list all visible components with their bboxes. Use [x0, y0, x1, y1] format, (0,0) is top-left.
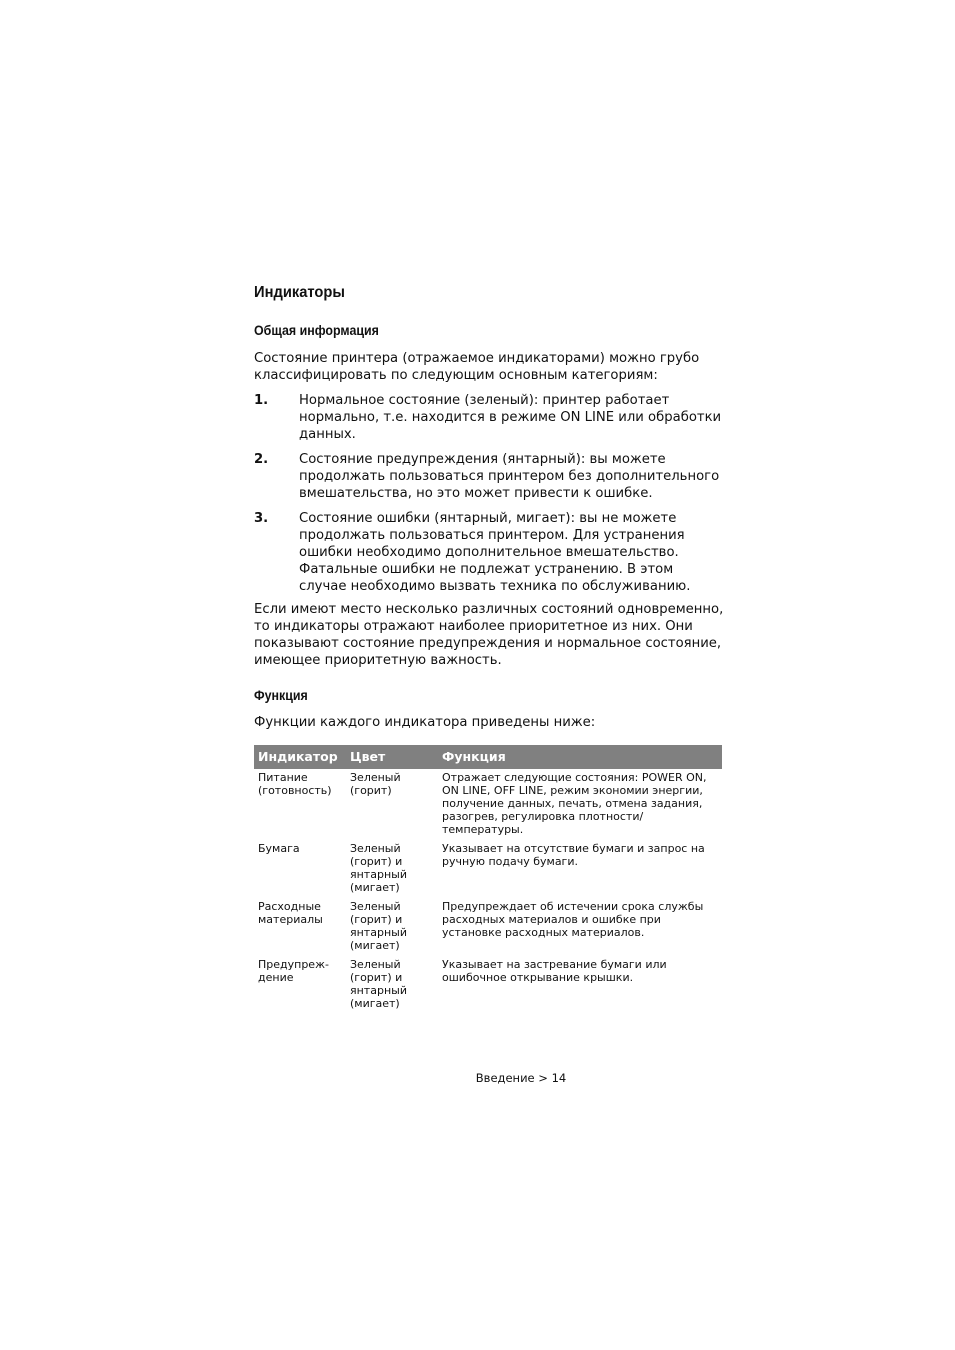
- list-item: [254, 392, 724, 443]
- table-cell: Питание (готовность): [258, 771, 332, 797]
- table-cell: Бумага: [258, 842, 300, 855]
- list-text: Нормальное состояние (зеленый): принтер работает нормально, т.е. находится в режиме ON LINE или обработки данных.: [299, 393, 722, 442]
- page-title: Индикаторы: [254, 284, 345, 301]
- summary-paragraph: Если имеют место несколько различных состояний одновременно, то индикаторы отражают наиболее приоритетное из них. Они показывают состояние предупреждения и нормальное состояние, имеющее приоритетную важность.: [254, 602, 724, 668]
- indicator-table: [254, 745, 722, 1014]
- list-item: [254, 451, 724, 502]
- table-row: [254, 898, 722, 956]
- table-row: [254, 956, 722, 1014]
- list-number: 1.: [254, 393, 269, 408]
- page-footer: Введение > 14: [475, 1071, 567, 1085]
- list-number: 3.: [254, 511, 269, 526]
- list-text: Состояние предупреждения (янтарный): вы можете продолжать пользоваться принтером без дополнительного вмешательства, но это может привести к ошибке.: [299, 452, 720, 501]
- table-header-row: [254, 745, 722, 769]
- table-cell: Отражает следующие состояния: POWER ON, ON LINE, OFF LINE, режим экономии энергии, получение данных, печать, отмена задания, разогрев, регулировка плотности/ температуры.: [442, 771, 707, 836]
- table-cell: Предупреж- дение: [258, 958, 329, 984]
- table-row: [254, 840, 722, 898]
- column-header: Функция: [442, 748, 506, 764]
- table-cell: Зеленый (горит): [350, 771, 401, 797]
- column-header: Цвет: [350, 748, 386, 764]
- table-cell: Предупреждает об истечении срока службы расходных материалов и ошибке при установке расходных материалов.: [442, 900, 704, 939]
- table-cell: Зеленый (горит) и янтарный (мигает): [350, 842, 407, 894]
- table-cell: Зеленый (горит) и янтарный (мигает): [350, 958, 407, 1010]
- status-list: [254, 392, 724, 595]
- table-row: [254, 769, 722, 840]
- table-cell: Указывает на отсутствие бумаги и запрос на ручную подачу бумаги.: [442, 842, 705, 868]
- intro-paragraph: Состояние принтера (отражаемое индикаторами) можно грубо классифицировать по следующим основным категориям:: [254, 351, 700, 383]
- table-cell: Указывает на застревание бумаги или ошибочное открывание крышки.: [442, 958, 667, 984]
- list-item: [254, 510, 724, 595]
- table-cell: Зеленый (горит) и янтарный (мигает): [350, 900, 407, 952]
- function-intro: Функции каждого индикатора приведены ниже:: [254, 715, 596, 730]
- table-cell: Расходные материалы: [258, 900, 323, 926]
- section-heading-function: Функция: [254, 688, 308, 703]
- column-header: Индикатор: [258, 748, 338, 764]
- section-heading-general: Общая информация: [254, 323, 379, 338]
- list-number: 2.: [254, 452, 269, 467]
- list-text: Состояние ошибки (янтарный, мигает): вы не можете продолжать пользоваться принтером. Для устранения ошибки необходимо дополнительное вмешательство. Фатальные ошибки не подлежат устранению. В этом случае необходимо вызвать техника по обслуживанию.: [299, 511, 691, 594]
